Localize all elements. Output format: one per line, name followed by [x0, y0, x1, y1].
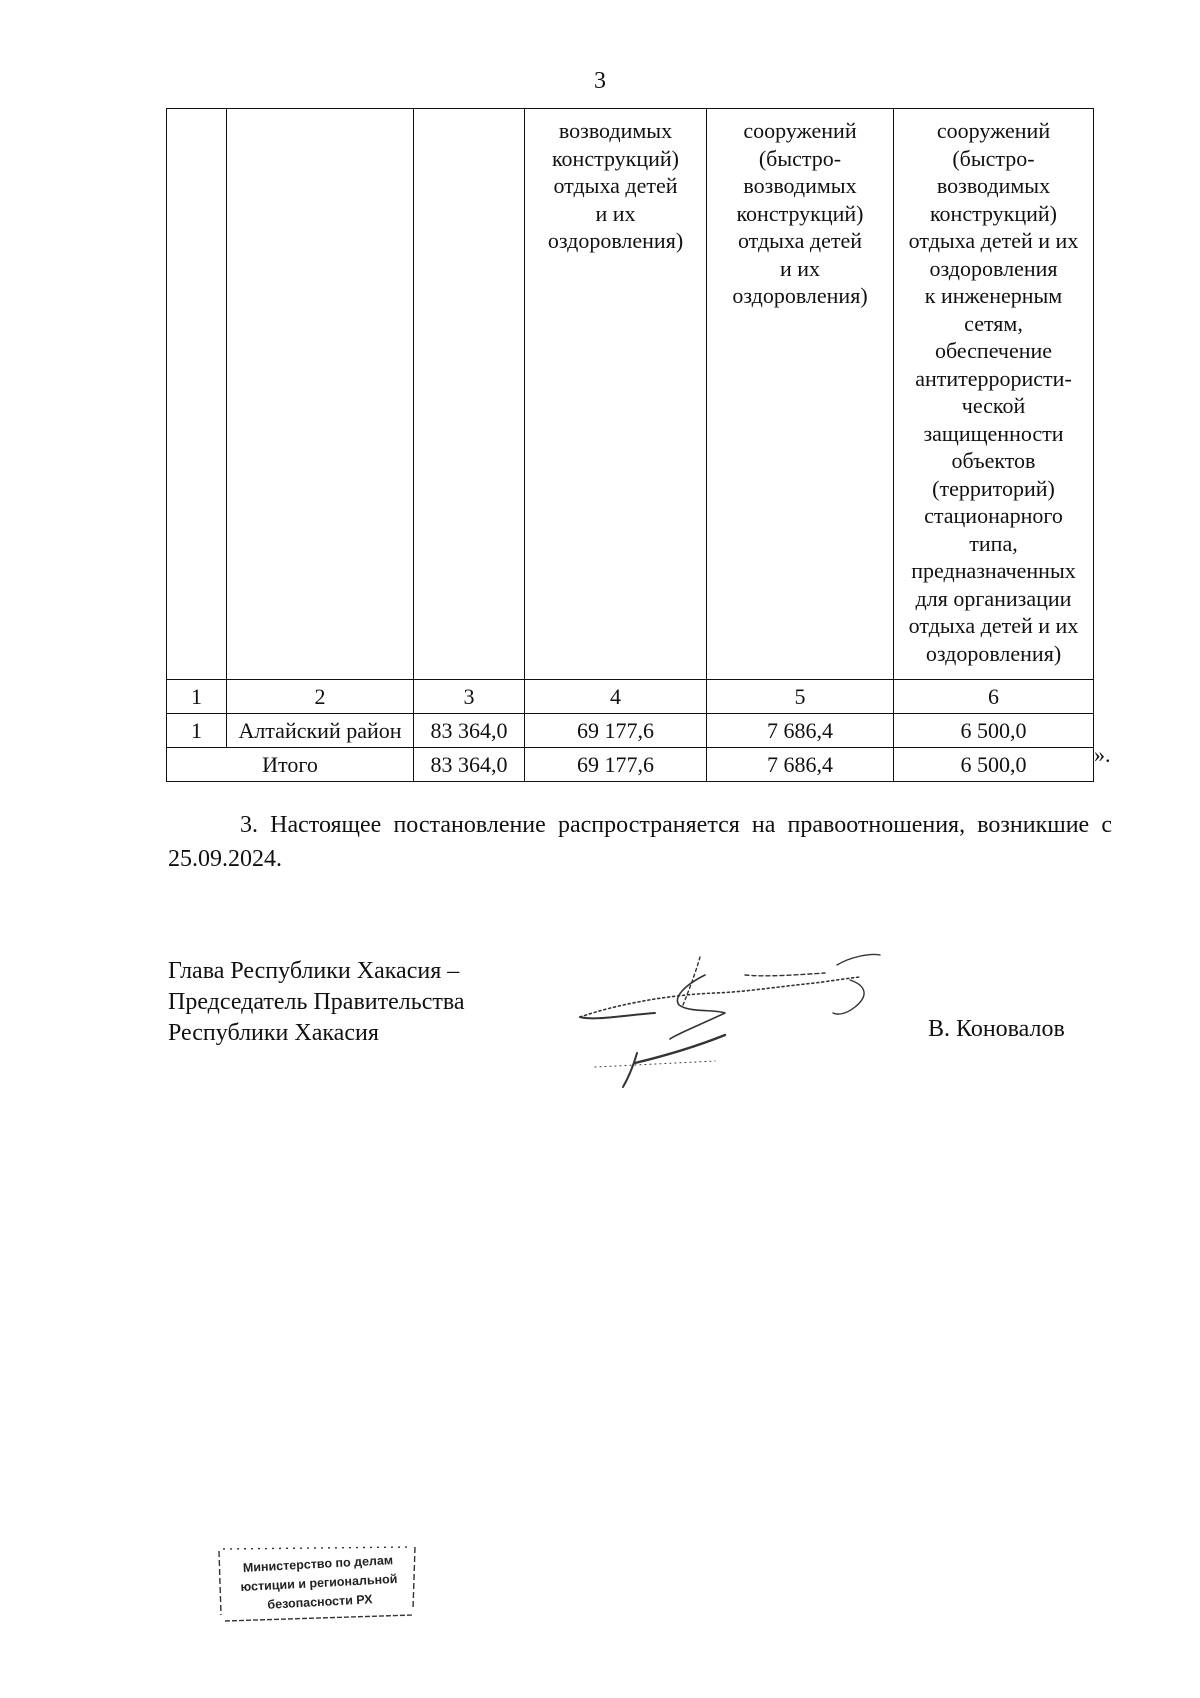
- total-col5: 7 686,4: [707, 748, 894, 782]
- signer-name: В. Коновалов: [928, 1016, 1065, 1042]
- column-number: 6: [894, 680, 1094, 714]
- row-number: 1: [167, 714, 227, 748]
- signer-title-line: Республики Хакасия: [168, 1020, 379, 1046]
- stamp-line: безопасности РХ: [267, 1592, 373, 1612]
- closing-quote: ».: [1094, 742, 1111, 767]
- district-name: Алтайский район: [227, 714, 414, 748]
- handwritten-signature: [575, 935, 935, 1095]
- column-number: 3: [414, 680, 525, 714]
- signer-title: [168, 956, 465, 1049]
- amount-total: 83 364,0: [414, 714, 525, 748]
- column-number: 5: [707, 680, 894, 714]
- header-cell: сооружений (быстро- возводимых конструкций) отдыха детей и их оздоровления к инженерным сетям, обеспечение антитеррористи- ческой защищенности объектов (территорий) стационарного типа, предназначенных для организации отдыха детей и их оздоровления): [894, 109, 1094, 680]
- header-cell: сооружений (быстро- возводимых конструкций) отдыха детей и их оздоровления): [707, 109, 894, 680]
- total-col6: 6 500,0: [894, 748, 1094, 782]
- column-number: 4: [525, 680, 707, 714]
- header-cell: [167, 109, 227, 680]
- total-amount: 83 364,0: [414, 748, 525, 782]
- total-label: Итого: [167, 748, 414, 782]
- header-cell: возводимых конструкций) отдыха детей и их оздоровления): [525, 109, 707, 680]
- stamp-line: юстиции и региональной: [240, 1571, 398, 1595]
- allocation-table: [166, 108, 1094, 782]
- column-number-row: [167, 680, 1094, 714]
- registration-stamp: [215, 1545, 420, 1623]
- amount-col6: 6 500,0: [894, 714, 1094, 748]
- amount-col4: 69 177,6: [525, 714, 707, 748]
- paragraph-3: 3. Настоящее постановление распространяется на правоотношения, возникшие с 25.09.2024.: [168, 812, 1112, 872]
- header-cell: [227, 109, 414, 680]
- stamp-line: Министерство по делам: [242, 1553, 394, 1575]
- header-cell: [414, 109, 525, 680]
- total-row: [167, 748, 1094, 782]
- column-number: 2: [227, 680, 414, 714]
- total-col4: 69 177,6: [525, 748, 707, 782]
- table-row: [167, 714, 1094, 748]
- page-number: 3: [594, 68, 606, 94]
- table-header-row: [167, 109, 1094, 680]
- signer-title-line: Председатель Правительства: [168, 989, 465, 1015]
- amount-col5: 7 686,4: [707, 714, 894, 748]
- stamp-text: [222, 1550, 417, 1617]
- signer-title-line: Глава Республики Хакасия –: [168, 958, 460, 984]
- column-number: 1: [167, 680, 227, 714]
